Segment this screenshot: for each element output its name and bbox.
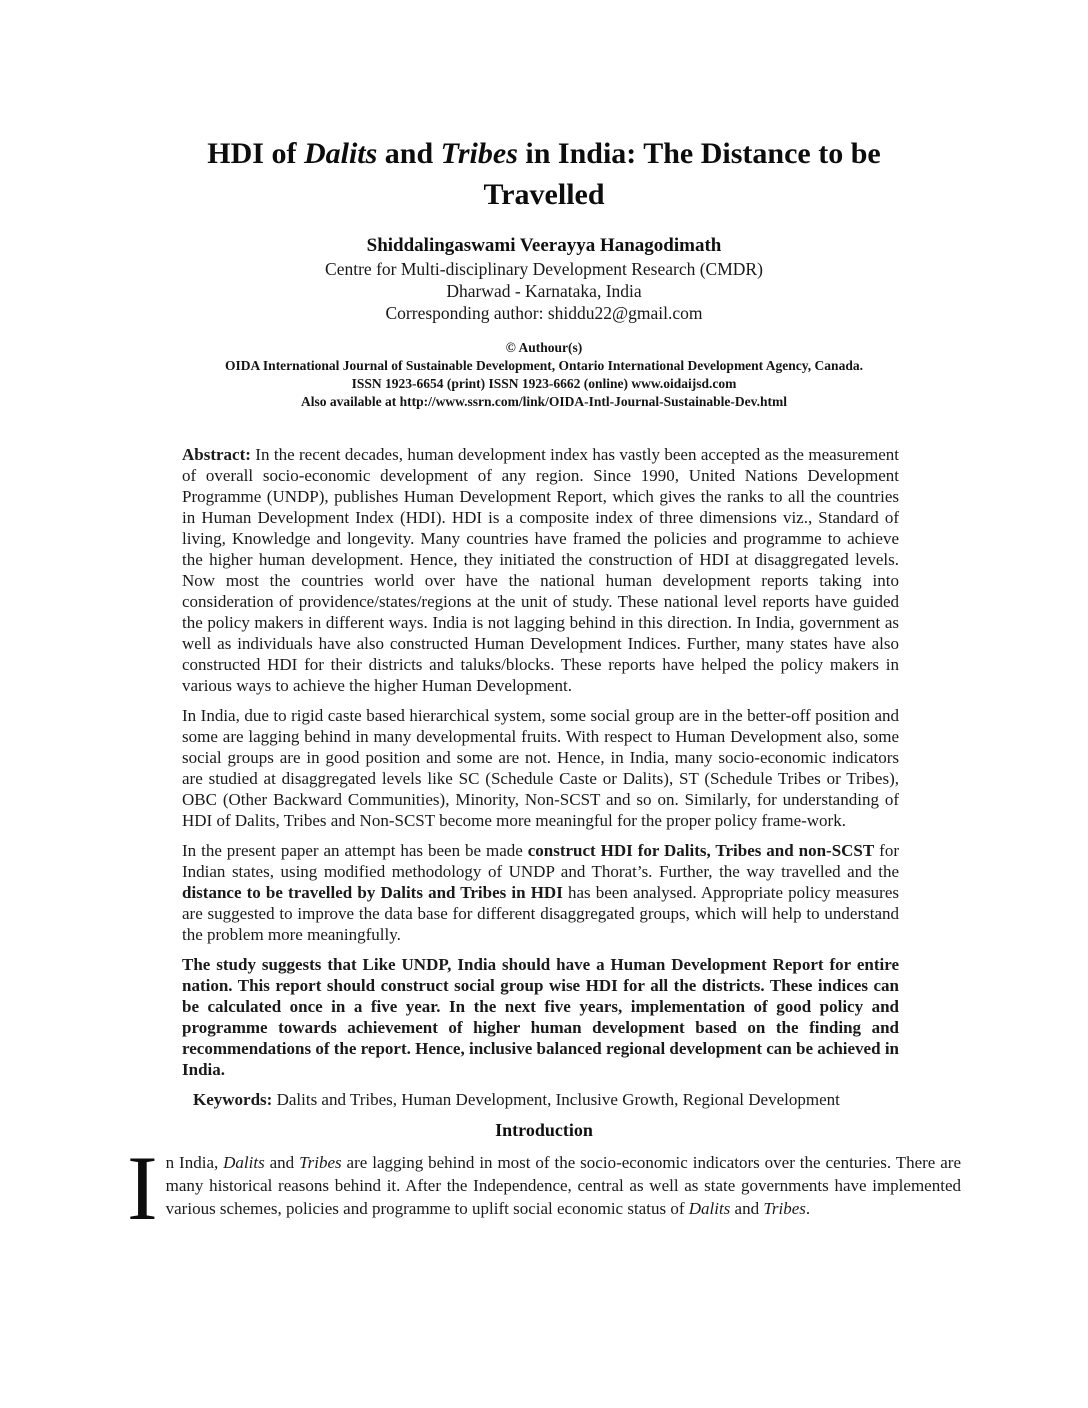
author-affiliation: Centre for Multi-disciplinary Development Research (CMDR) (325, 259, 763, 279)
copyright-line: © Authour(s) (505, 340, 583, 355)
corresponding-author: Corresponding author: shiddu22@gmail.com (385, 303, 703, 323)
abstract-section (127, 444, 961, 1080)
introduction-text: n India, Dalits and Tribes are lagging behind in most of the socio-economic indicators over the centuries. There are many historical reasons behind it. After the Independence, central as well as state governments have implemented various schemes, policies and programme to uplift social economic status of Dalits and Tribes. (165, 1153, 962, 1218)
journal-block (127, 339, 961, 411)
abstract-paragraph-3: In the present paper an attempt has been be made construct HDI for Dalits, Tribes and non-SCST for Indian states, using modified methodology of UNDP and Thorat’s. Further, the way travelled and the distance to be travelled by Dalits and Tribes in HDI has been analysed. Appropriate policy measures are suggested to improve the data base for different disaggregated groups, which will help to understand the problem more meaningfully. (182, 841, 900, 944)
issn-line: ISSN 1923-6654 (print) ISSN 1923-6662 (online) www.oidaijsd.com (351, 376, 737, 391)
abstract-paragraph-1: Abstract: In the recent decades, human development index has vastly been accepted as the measurement of overall socio-economic development of any region. Since 1990, United Nations Development Programme (UNDP), publishes Human Development Report, which gives the ranks to all the countries in Human Development Index (HDI). HDI is a composite index of three dimensions viz., Standard of living, Knowledge and longevity. Many countries have framed the policies and programme to achieve the higher human development. Hence, they initiated the construction of HDI at disaggregated levels. Now most the countries world over have the national human development reports taking into consideration of providence/states/regions at the unit of study. These national level reports have guided the policy makers in different ways. India is not lagging behind in this direction. In India, government as well as individuals have also constructed Human Development Indices. Further, many states have also constructed HDI for their districts and taluks/blocks. These reports have helped the policy makers in various ways to achieve the higher Human Development. (182, 445, 899, 695)
drop-cap: I (127, 1137, 158, 1239)
introduction-heading: Introduction (495, 1120, 593, 1140)
introduction-paragraph (127, 1137, 962, 1239)
author-block (127, 234, 961, 324)
paper-title: HDI of Dalits and Tribes in India: The Distance to be Travelled (207, 137, 881, 211)
author-location: Dharwad - Karnataka, India (446, 281, 642, 301)
journal-name-line: OIDA International Journal of Sustainable Development, Ontario International Development Agency, Canada. (225, 358, 863, 373)
abstract-paragraph-2: In India, due to rigid caste based hierarchical system, some social group are in the better-off position and some are lagging behind in many developmental fruits. With respect to Human Development also, some social groups are in good position and some are not. Hence, in India, many socio-economic indicators are studied at disaggregated levels like SC (Schedule Caste or Dalits), ST (Schedule Tribes or Tribes), OBC (Other Backward Communities), Minority, Non-SCST and so on. Similarly, for understanding of HDI of Dalits, Tribes and Non-SCST become more meaningful for the proper policy frame-work. (182, 706, 899, 830)
author-name: Shiddalingaswami Veerayya Hanagodimath (366, 235, 722, 256)
abstract-paragraph-4: The study suggests that Like UNDP, India should have a Human Development Report for entire nation. This report should construct social group wise HDI for all the districts. These indices can be calculated once in a five year. In the next five years, implementation of good policy and programme towards achievement of higher human development based on the finding and recommendations of the report. Hence, inclusive balanced regional development can be achieved in India. (182, 955, 899, 1079)
availability-line: Also available at http://www.ssrn.com/link/OIDA-Intl-Journal-Sustainable-Dev.html (300, 394, 788, 409)
keywords-line: Keywords: Dalits and Tribes, Human Development, Inclusive Growth, Regional Development (193, 1090, 840, 1109)
